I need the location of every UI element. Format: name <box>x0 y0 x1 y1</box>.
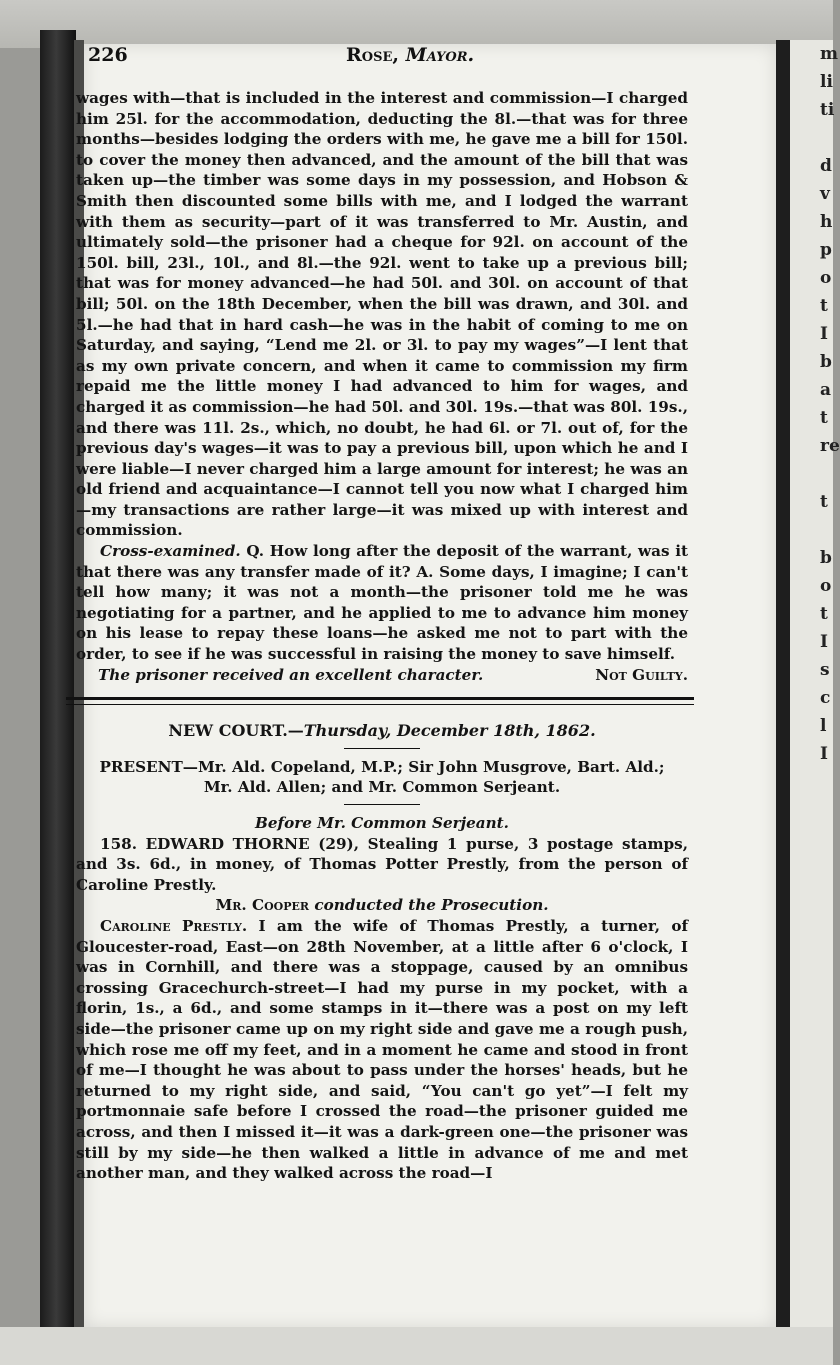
facing-page-fragment: b <box>820 548 832 568</box>
scan-background-top <box>0 0 833 48</box>
case-number: 158. <box>100 834 137 853</box>
cross-examination-text: Q. How long after the deposit of the warrant, was it that there was any transfer made of it? A. Some days, I imagine; I can't tell how many; it was not a month—the prisoner told me he was negotiating for a partner, and he applied to me to advance him money on his lease to repay these loans—he asked me not to part with the order, to see if he was successful in raising the money to save himself. <box>76 542 688 664</box>
verdict: Not Guilty. <box>595 665 688 684</box>
counsel-text: conducted the Prosecution. <box>309 896 549 915</box>
facing-page-fragment: I <box>820 632 828 652</box>
cross-examined-label: Cross-examined. <box>100 542 241 561</box>
facing-page-fragment: p <box>820 240 832 260</box>
facing-page-fragment: I <box>820 324 828 344</box>
page-number: 226 <box>88 44 128 66</box>
court-heading <box>76 721 688 742</box>
facing-page-fragment <box>790 460 833 488</box>
facing-page-fragment: t <box>820 492 828 512</box>
before-judge: Before Mr. Common Serjeant. <box>255 814 509 832</box>
running-head-title: Mayor. <box>405 44 475 66</box>
facing-page-edge <box>790 40 840 1330</box>
facing-page-fragment: a <box>820 380 832 400</box>
facing-page-fragment: re <box>820 436 840 456</box>
witness-name: Caroline Prestly. <box>100 916 248 935</box>
counsel-name: Mr. Cooper <box>215 896 310 915</box>
section-divider <box>66 697 694 705</box>
facing-page-fragment: o <box>820 576 832 596</box>
testimony-paragraph <box>76 916 688 1184</box>
character-note: The prisoner received an excellent character. <box>98 665 484 684</box>
facing-page-fragment <box>790 516 833 544</box>
court-name: NEW COURT.— <box>168 721 304 741</box>
present-line-1: PRESENT—Mr. Ald. Copeland, M.P.; Sir John Musgrove, Bart. Ald.; <box>99 757 665 776</box>
running-head <box>346 44 474 66</box>
facing-page-fragment: c <box>820 688 831 708</box>
present-line-2: Mr. Ald. Allen; and Mr. Common Serjeant. <box>203 778 561 797</box>
page-gutter-right <box>776 40 790 1330</box>
continuation-paragraph: wages with—that is included in the interest and commission—I charged him 25l. for the accommodation, deducting the 8l.—that was for three months—besides lodging the orders with me, he gave me a bill for 150l. to cover the money then advanced, and the amount of the bill that was taken up—the timber was some days in my possession, and Hobson & Smith then discounted some bills with me, and I lodged the warrant with them as security—part of it was transferred to Mr. Austin, and ultimately sold—the prisoner had a cheque for 92l. on account of the 150l. bill, 23l., 10l., and 8l.—the 92l. went to take up a previous bill; that was for money advanced—he had 50l. and 30l. on account of that bill; 50l. on the 18th December, when the bill was drawn, and 30l. and 5l.—he had that in hard cash—he was in the habit of coming to me on Saturday, and saying, “Lend me 2l. or 3l. to pay my wages”—I lent that as my own private concern, and when it came to commission my firm repaid me the little money I had advanced to him for wages, and charged it as commission—he had 50l. and 30l. 19s.—that was 80l. 19s., and there was 11l. 2s., which, no doubt, he had 6l. or 7l. out of, for the previous day's wages—it was to pay a previous bill, upon which he and I were liable—I never charged him a large amount for interest; he was an old friend and acquaintance—I cannot tell you now what I charged him—my transactions are rather large—it was mixed up with interest and commission. <box>76 89 688 540</box>
page-body <box>76 88 688 1184</box>
court-date: Thursday, December 18th, 1862. <box>303 721 596 741</box>
facing-page-fragment: h <box>820 212 833 232</box>
facing-page-fragment: s <box>820 660 830 680</box>
book-binding <box>40 30 76 1330</box>
facing-page-fragment: li <box>820 72 833 92</box>
facing-page-fragment: v <box>820 184 830 204</box>
facing-page-fragment: ti <box>820 100 835 120</box>
short-rule <box>344 748 420 749</box>
defendant-name: EDWARD THORNE <box>145 834 310 853</box>
facing-page-fragment: t <box>820 604 828 624</box>
facing-page-fragment: l <box>820 716 827 736</box>
page-header <box>88 44 688 74</box>
short-rule <box>344 804 420 805</box>
prosecution-line <box>76 895 688 916</box>
testimony-text: I am the wife of Thomas Prestly, a turner, of Gloucester-road, East—on 28th November, at a little after 6 o'clock, I was in Cornhill, and there was a stoppage, caused by an omnibus crossing Gracechurch-street—I had my purse in my pocket, with a florin, 1s., a 6d., and some stamps in it—there was a post on my left side—the prisoner came up on my right side and gave me a rough push, which rose me off my feet, and in a moment he came and stood in front of me—I thought he was about to pass under the horses' heads, but he returned to my right side, and said, “You can't go yet”—I felt my portmonnaie safe before I crossed the road—the prisoner guided me across, and then I missed it—it was a dark-green one—the prisoner was still by my side—he then walked a little in advance of me and met another man, and they walked across the road—I <box>76 916 688 1183</box>
facing-page-fragment: d <box>820 156 832 176</box>
facing-page-fragment: b <box>820 352 832 372</box>
facing-page-fragment: I <box>820 744 828 764</box>
facing-page-fragment: m <box>820 44 838 64</box>
facing-page-fragment: t <box>820 296 828 316</box>
cross-examination-paragraph <box>76 541 688 665</box>
facing-page-fragment: t <box>820 408 828 428</box>
case-paragraph <box>76 834 688 896</box>
case-charge: (29), Stealing 1 purse, 3 postage stamps, and 3s. 6d., in money, of Thomas Potter Prestly, from the person of Caroline Prestly. <box>76 834 688 894</box>
facing-page-fragment: o <box>820 268 832 288</box>
scan-background-bottom <box>0 1327 833 1365</box>
verdict-line <box>76 665 688 686</box>
running-head-name: Rose, <box>346 44 400 66</box>
facing-page-fragment <box>790 124 833 152</box>
